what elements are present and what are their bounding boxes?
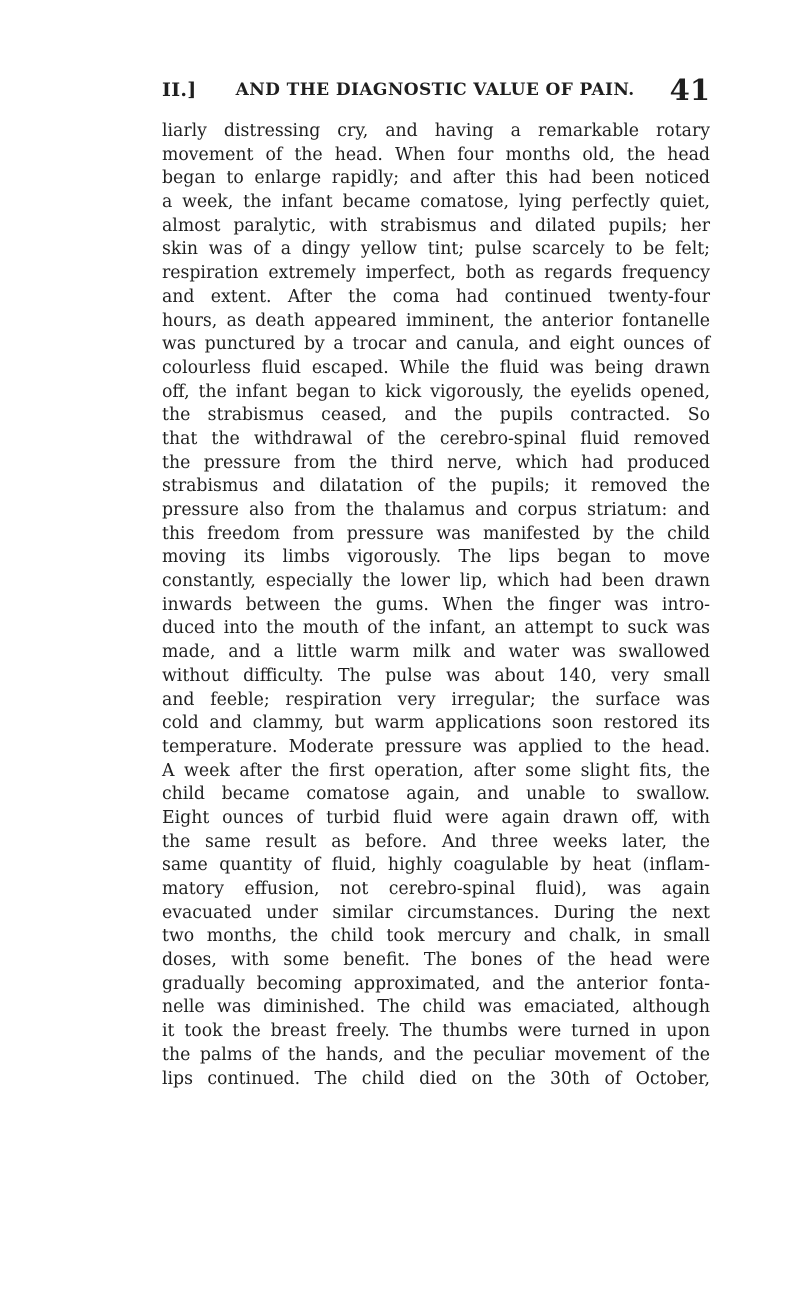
text-line: the strabismus ceased, and the pupils contracted. So xyxy=(162,405,710,426)
text-line: evacuated under similar circumstances. During the next xyxy=(162,902,710,923)
text-line: pressure also from the thalamus and corpus striatum: and xyxy=(162,500,710,520)
text-line: same quantity of fluid, highly coagulable by heat (inflam- xyxy=(162,855,710,876)
text-line: began to enlarge rapidly; and after this had been noticed xyxy=(162,168,710,189)
body-paragraph xyxy=(162,120,710,1091)
text-line: almost paralytic, with strabismus and dilated pupils; her xyxy=(162,215,710,236)
text-line: the pressure from the third nerve, which had produced xyxy=(162,452,710,473)
text-line: off, the infant began to kick vigorously, the eyelids opened, xyxy=(162,381,710,402)
text-line: duced into the mouth of the infant, an attempt to suck was xyxy=(162,618,710,639)
text-line: gradually becoming approximated, and the anterior fonta- xyxy=(162,973,710,994)
text-line: A week after the first operation, after some slight fits, the xyxy=(162,760,710,781)
text-line: liarly distressing cry, and having a remarkable rotary xyxy=(162,121,710,141)
text-line: a week, the infant became comatose, lying perfectly quiet, xyxy=(162,192,710,213)
text-line: the same result as before. And three weeks later, the xyxy=(162,831,710,852)
text-line: that the withdrawal of the cerebro-spinal fluid removed xyxy=(162,428,710,449)
text-line: inwards between the gums. When the finger was intro- xyxy=(162,594,710,615)
text-line: hours, as death appeared imminent, the anterior fontanelle xyxy=(162,310,710,331)
text-line: the palms of the hands, and the peculiar movement of the xyxy=(162,1044,710,1065)
text-line: moving its limbs vigorously. The lips began to move xyxy=(162,547,710,568)
text-line: strabismus and dilatation of the pupils; it removed the xyxy=(162,476,710,497)
text-line: was punctured by a trocar and canula, and eight ounces of xyxy=(162,334,710,355)
text-line: skin was of a dingy yellow tint; pulse scarcely to be felt; xyxy=(162,239,710,260)
page-number: 41 xyxy=(669,73,710,107)
text-line: two months, the child took mercury and chalk, in small xyxy=(162,926,710,947)
text-line: movement of the head. When four months old, the head xyxy=(162,144,710,165)
text-line: it took the breast freely. The thumbs were turned in upon xyxy=(162,1021,710,1042)
text-line: doses, with some benefit. The bones of the head were xyxy=(162,950,710,971)
text-line: and extent. After the coma had continued twenty-four xyxy=(162,286,710,307)
text-line: colourless fluid escaped. While the fluid was being drawn xyxy=(162,357,710,378)
text-line: temperature. Moderate pressure was applied to the head. xyxy=(162,736,710,757)
text-line: lips continued. The child died on the 30th of October, xyxy=(162,1068,710,1089)
text-line: and feeble; respiration very irregular; the surface was xyxy=(162,689,710,710)
text-line: made, and a little warm milk and water was swallowed xyxy=(162,642,710,663)
text-line: child became comatose again, and unable to swallow. xyxy=(162,784,710,805)
text-line: matory effusion, not cerebro-spinal fluid), was again xyxy=(162,879,710,899)
text-line: Eight ounces of turbid fluid were again drawn off, with xyxy=(162,807,710,828)
text-line: constantly, especially the lower lip, which had been drawn xyxy=(162,571,710,592)
running-head-title: AND THE DIAGNOSTIC VALUE OF PAIN. xyxy=(235,80,635,100)
text-line: cold and clammy, but warm applications soon restored its xyxy=(162,713,710,734)
text-line: nelle was diminished. The child was emaciated, although xyxy=(162,997,710,1018)
text-line: respiration extremely imperfect, both as regards frequency xyxy=(162,263,710,284)
text-line: without difficulty. The pulse was about 140, very small xyxy=(162,665,710,686)
text-line: this freedom from pressure was manifested by the child xyxy=(162,523,710,544)
chapter-reference: II.] xyxy=(162,79,197,101)
running-head xyxy=(162,70,710,110)
